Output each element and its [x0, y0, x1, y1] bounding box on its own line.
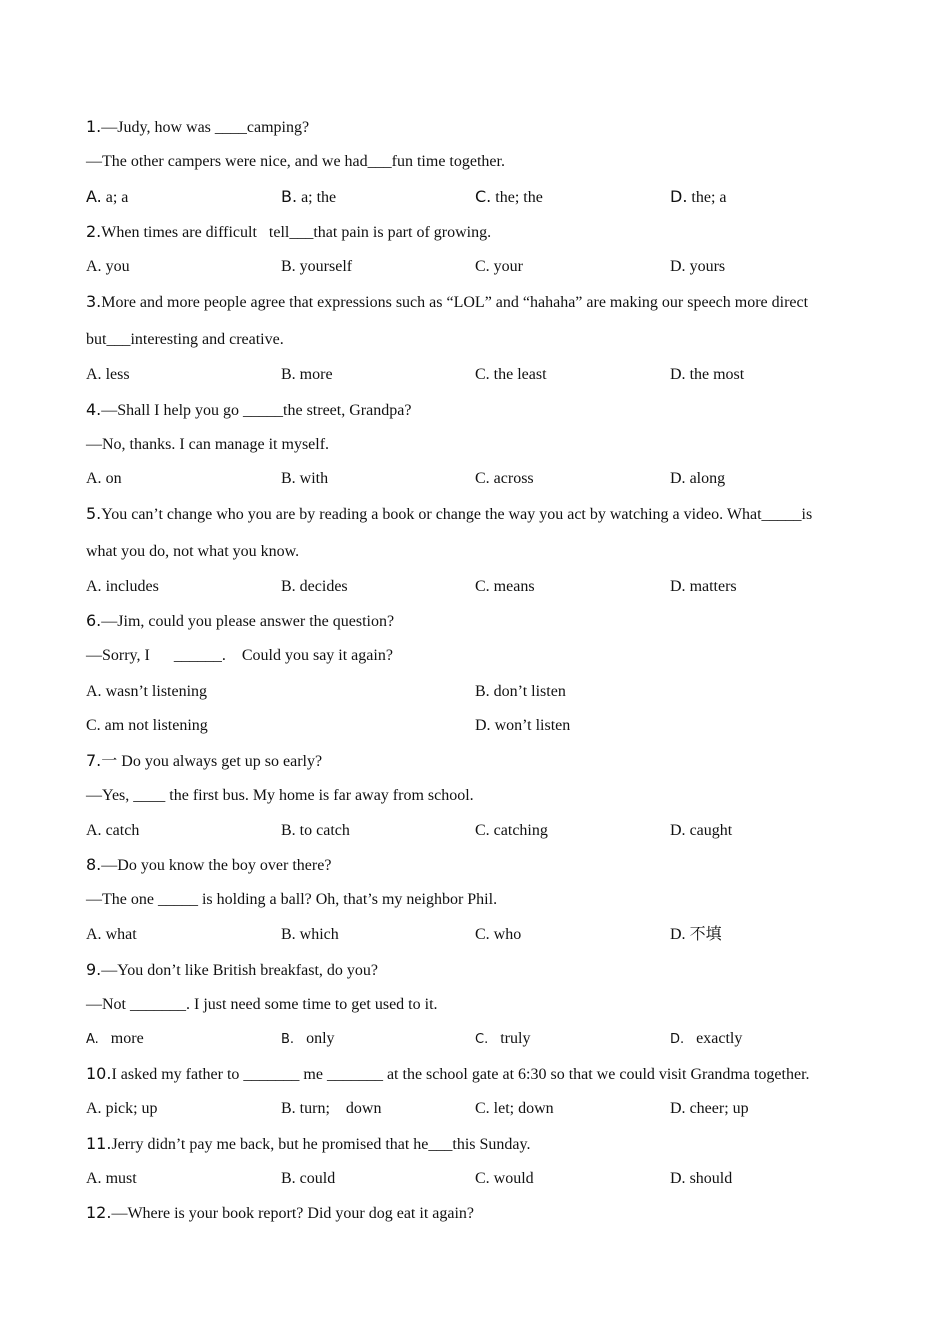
q5-option-d[interactable]: D. matters [670, 578, 737, 595]
q10-option-c[interactable]: C. let; down [475, 1100, 554, 1117]
q8-option-a[interactable]: A. what [86, 926, 137, 943]
q10-option-a[interactable]: A. pick; up [86, 1100, 158, 1117]
q4-option-a[interactable]: A. on [86, 470, 122, 487]
q8-option-b[interactable]: B. which [281, 926, 339, 943]
q2-option-c[interactable]: C. your [475, 258, 523, 275]
q1-option-c[interactable]: C. the; the [475, 187, 543, 206]
question-7-line-2: —Yes, ____ the first bus. My home is far away from school. [86, 787, 474, 804]
q4-option-c[interactable]: C. across [475, 470, 534, 487]
question-4-stem: 4.—Shall I help you go _____the street, Grandpa? [86, 400, 412, 419]
q4-option-b[interactable]: B. with [281, 470, 329, 487]
q3-option-d[interactable]: D. the most [670, 366, 745, 383]
question-5-line-2: what you do, not what you know. [86, 543, 300, 560]
question-10-stem: 10.I asked my father to _______ me _______ at the school gate at 6:30 so that we could visit Grandma together. [86, 1064, 810, 1083]
q4-option-d[interactable]: D. along [670, 470, 726, 487]
question-6-line-2: —Sorry, I ______. Could you say it again? [86, 647, 393, 664]
q3-option-b[interactable]: B. more [281, 366, 333, 383]
q5-option-b[interactable]: B. decides [281, 578, 348, 595]
q6-option-b[interactable]: B. don’t listen [475, 683, 566, 700]
q2-option-d[interactable]: D. yours [670, 258, 726, 275]
q8-option-c[interactable]: C. who [475, 926, 522, 943]
q7-option-d[interactable]: D. caught [670, 822, 733, 839]
q7-option-c[interactable]: C. catching [475, 822, 548, 839]
question-3-line-2: but___interesting and creative. [86, 331, 284, 348]
question-8-stem: 8.—Do you know the boy over there? [86, 855, 332, 874]
question-1-line-2: —The other campers were nice, and we had___fun time together. [86, 153, 505, 170]
question-2-stem: 2.When times are difficult tell___that pain is part of growing. [86, 222, 492, 241]
q5-option-c[interactable]: C. means [475, 578, 535, 595]
question-7-stem: 7.一 Do you always get up so early? [86, 751, 323, 770]
q11-option-a[interactable]: A. must [86, 1170, 137, 1187]
q6-option-d[interactable]: D. won’t listen [475, 717, 571, 734]
q2-option-b[interactable]: B. yourself [281, 258, 353, 275]
question-11-stem: 11.Jerry didn’t pay me back, but he promised that he___this Sunday. [86, 1134, 531, 1153]
q8-option-d[interactable]: D. 不填 [670, 926, 722, 943]
q1-option-d[interactable]: D. the; a [670, 187, 727, 206]
q6-option-c[interactable]: C. am not listening [86, 717, 208, 734]
q1-option-a[interactable]: A. a; a [86, 187, 129, 206]
q11-option-b[interactable]: B. could [281, 1170, 336, 1187]
question-text: —Judy, how was ____camping? [101, 119, 310, 136]
question-4-line-2: —No, thanks. I can manage it myself. [86, 436, 330, 453]
q9-option-b[interactable]: B. only [281, 1030, 335, 1047]
q2-option-a[interactable]: A. you [86, 258, 130, 275]
q10-option-b[interactable]: B. turn; down [281, 1100, 382, 1117]
q11-option-d[interactable]: D. should [670, 1170, 733, 1187]
q3-option-c[interactable]: C. the least [475, 366, 547, 383]
question-number: 1. [86, 117, 102, 136]
q7-option-b[interactable]: B. to catch [281, 822, 350, 839]
q9-option-a[interactable]: A. more [86, 1030, 144, 1047]
q10-option-d[interactable]: D. cheer; up [670, 1100, 749, 1117]
question-6-stem: 6.—Jim, could you please answer the question? [86, 611, 395, 630]
question-3-stem: 3.More and more people agree that expressions such as “LOL” and “hahaha” are making our speech more direct [86, 292, 809, 311]
q5-option-a[interactable]: A. includes [86, 578, 159, 595]
q1-option-b[interactable]: B. a; the [281, 187, 337, 206]
q9-option-d[interactable]: D. exactly [670, 1030, 743, 1047]
q7-option-a[interactable]: A. catch [86, 822, 140, 839]
question-9-stem: 9.—You don’t like British breakfast, do you? [86, 960, 378, 979]
q11-option-c[interactable]: C. would [475, 1170, 534, 1187]
question-1-stem [86, 117, 309, 138]
question-5-stem: 5.You can’t change who you are by reading a book or change the way you act by watching a video. What_____is [86, 504, 813, 523]
question-12-stem: 12.—Where is your book report? Did your dog eat it again? [86, 1203, 475, 1222]
question-8-line-2: —The one _____ is holding a ball? Oh, that’s my neighbor Phil. [86, 891, 498, 908]
q6-option-a[interactable]: A. wasn’t listening [86, 683, 208, 700]
q9-option-c[interactable]: C. truly [475, 1030, 531, 1047]
q3-option-a[interactable]: A. less [86, 366, 130, 383]
question-9-line-2: —Not _______. I just need some time to get used to it. [86, 996, 438, 1013]
